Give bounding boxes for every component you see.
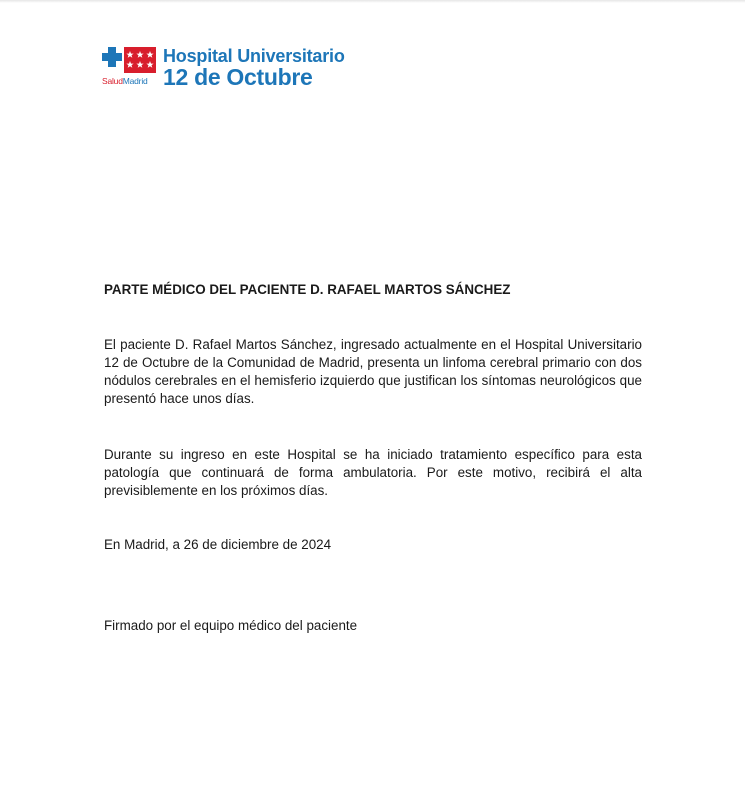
- salud-madrid-logo-text: SaludMadrid: [102, 76, 148, 86]
- hospital-name-line-2: 12 de Octubre: [163, 64, 313, 90]
- paragraph-treatment: Durante su ingreso en este Hospital se ha iniciado tratamiento específico para esta patología que continuará de forma ambulatoria. Por este motivo, recibirá el alta previsiblemente en los próximos días.: [104, 447, 642, 498]
- signature-line: Firmado por el equipo médico del paciente: [104, 618, 358, 633]
- paragraph-diagnosis: El paciente D. Rafael Martos Sánchez, ingresado actualmente en el Hospital Universitario 12 de Octubre de la Comunidad de Madrid, presenta un linfoma cerebral primario con dos nódulos cerebrales en el hemisferio izquierdo que justifican los síntomas neurológicos que presentó hace unos días.: [104, 337, 642, 406]
- hospital-header: [101, 44, 361, 88]
- document-title: PARTE MÉDICO DEL PACIENTE D. RAFAEL MARTOS SÁNCHEZ: [104, 282, 511, 297]
- hospital-name-line-1: Hospital Universitario: [163, 46, 345, 66]
- place-and-date: En Madrid, a 26 de diciembre de 2024: [104, 537, 332, 552]
